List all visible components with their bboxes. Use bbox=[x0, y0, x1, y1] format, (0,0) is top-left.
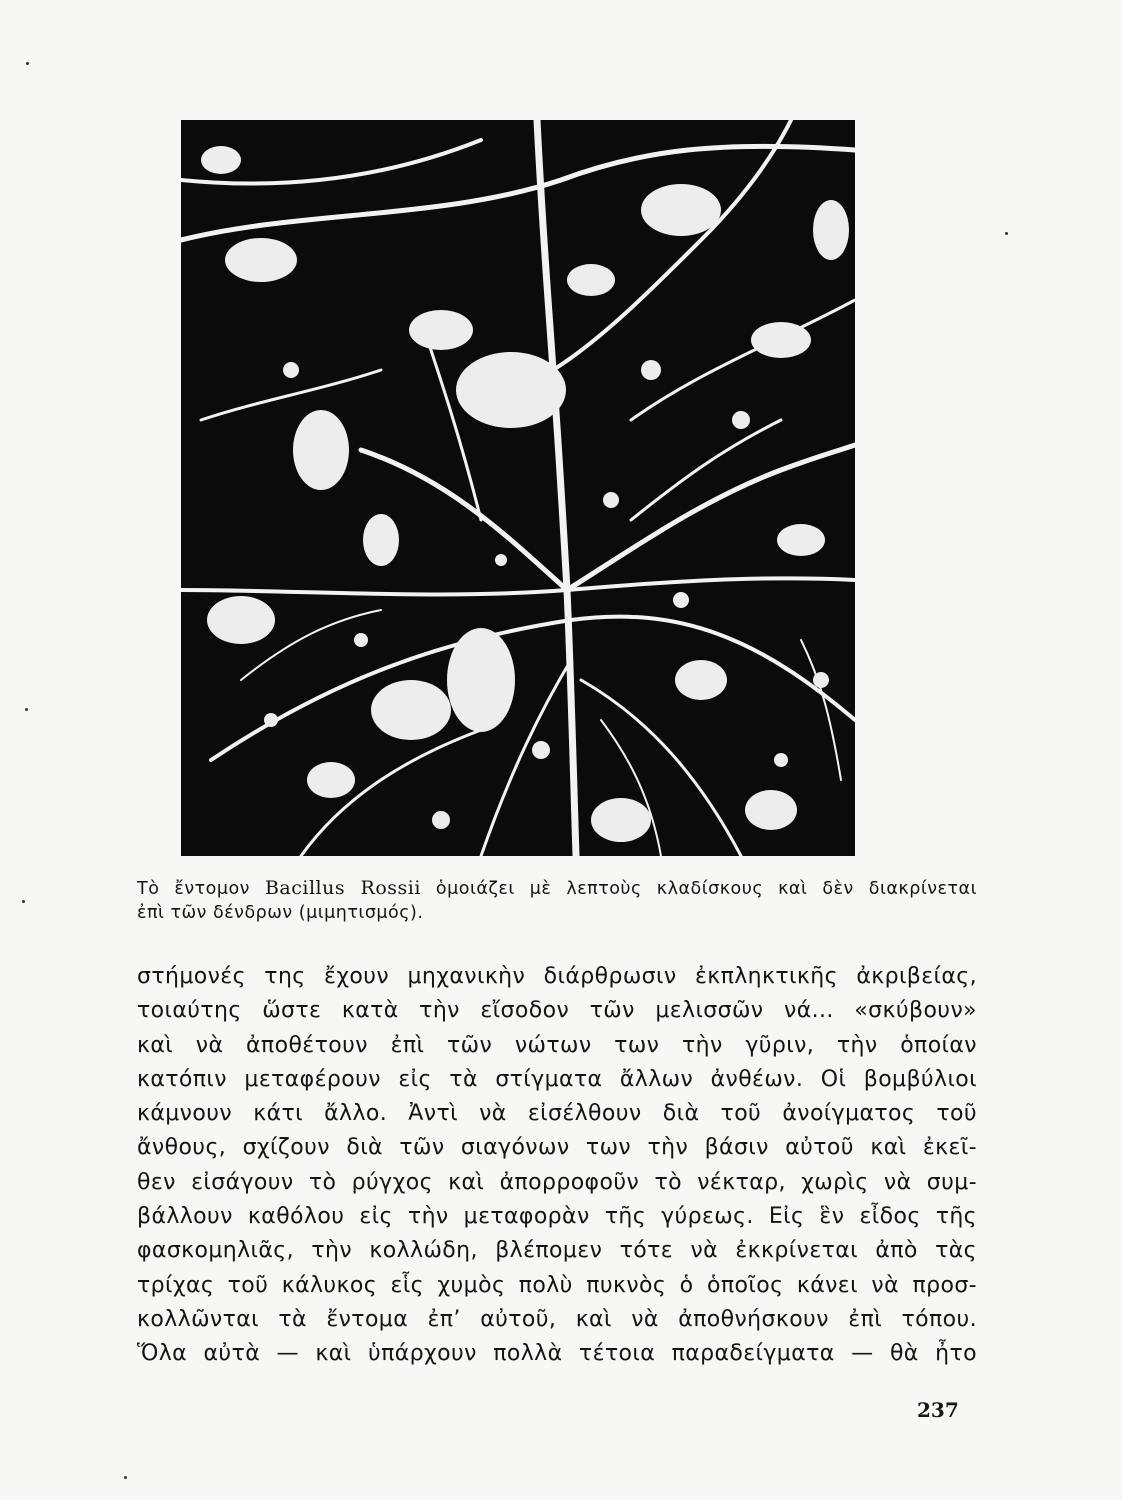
caption-species-name: Bacillus Rossii bbox=[264, 877, 421, 899]
body-line: φασκομηλιᾶς, τὴν κολλώδη, βλέπομεν τότε νὰ ἐκκρίνεται ἀπὸ τὰς bbox=[137, 1238, 977, 1264]
body-line: κολλῶνται τὰ ἔντομα ἐπ’ αὐτοῦ, καὶ νὰ ἀποθνήσκουν ἐπὶ τόπου. bbox=[137, 1306, 977, 1332]
caption-text-end: ὁμοιάζει μὲ λεπτοὺς κλαδίσκους καὶ δὲν διακρίνεται bbox=[420, 879, 977, 899]
body-line: κάμνουν κάτι ἄλλο. Ἀντὶ νὰ εἰσέλθουν διὰ τοῦ ἀνοίγματος τοῦ bbox=[137, 1101, 977, 1127]
caption-text-start: Τὸ ἔντομον bbox=[137, 879, 265, 899]
body-line: θεν εἰσάγουν τὸ ρύγχος καὶ ἀπορροφοῦν τὸ νέκταρ, χωρὶς νὰ συμ- bbox=[137, 1169, 977, 1195]
body-line: τρίχας τοῦ κάλυκος εἷς χυμὸς πολὺ πυκνὸς ὁ ὁποῖος κάνει νὰ προσ- bbox=[137, 1272, 977, 1298]
caption-line-1 bbox=[137, 876, 977, 901]
photo-insect-on-twigs-icon bbox=[181, 120, 855, 856]
body-line: κατόπιν μεταφέρουν εἰς τὰ στίγματα ἄλλων ἀνθέων. Οἱ βομβύλιοι bbox=[137, 1066, 977, 1092]
body-line: στήμονές της ἔχουν μηχανικὴν διάρθρωσιν ἐκπληκτικῆς ἀκριβείας, bbox=[137, 964, 977, 989]
body-line: ἄνθους, σχίζουν διὰ τῶν σιαγόνων των τὴν βάσιν αὐτοῦ καὶ ἐκεῖ- bbox=[137, 1135, 977, 1161]
insect-photograph bbox=[181, 120, 855, 856]
body-line: καὶ νὰ ἀποθέτουν ἐπὶ τῶν νώτων των τὴν γῦριν, τὴν ὁποίαν bbox=[137, 1032, 977, 1058]
body-line: Ὅλα αὐτὰ — καὶ ὑπάρχουν πολλὰ τέτοια παραδείγματα — θὰ ἦτο bbox=[137, 1341, 977, 1367]
body-line: τοιαύτης ὥστε κατὰ τὴν εἴσοδον τῶν μελισσῶν νά... «σκύβουν» bbox=[137, 998, 977, 1024]
page-number: 237 bbox=[917, 1398, 959, 1422]
body-paragraph bbox=[137, 960, 977, 1372]
caption-line-2: ἐπὶ τῶν δένδρων (μιμητισμός). bbox=[137, 903, 424, 923]
figure-caption bbox=[137, 876, 977, 925]
body-line: βάλλουν καθόλου εἰς τὴν μεταφορὰν τῆς γύρεως. Εἰς ἓν εἶδος τῆς bbox=[137, 1204, 977, 1230]
